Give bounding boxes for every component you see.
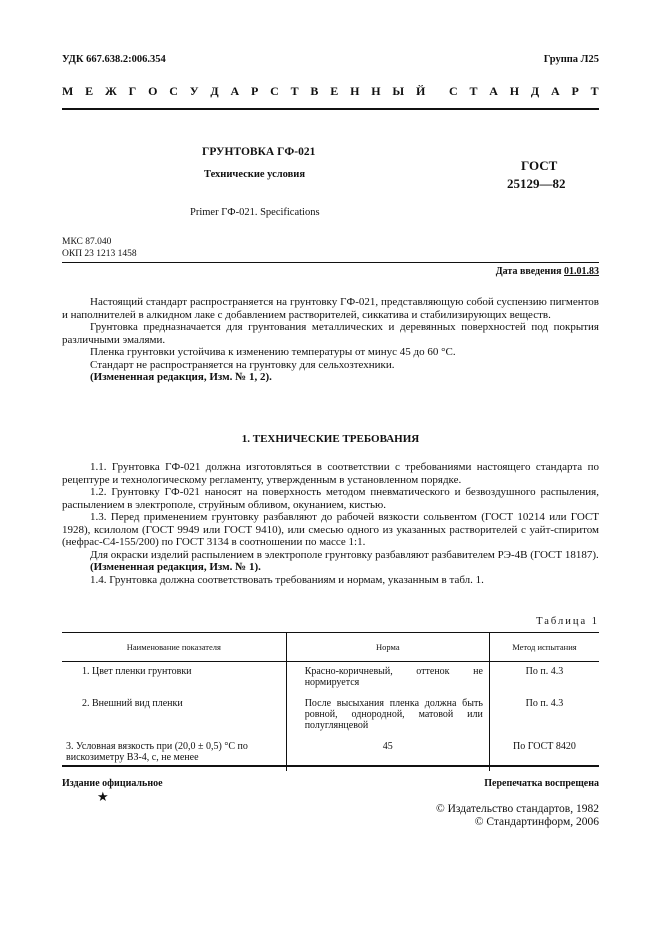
- intro-date-value: 01.01.83: [564, 266, 599, 277]
- udk-code: УДК 667.638.2:006.354: [62, 54, 166, 65]
- heading-letter: А: [489, 84, 498, 98]
- section-paragraph: 1.4. Грунтовка должна соответствовать требованиям и нормам, указанным в табл. 1.: [90, 573, 484, 586]
- section-paragraph: 1.1. Грунтовка ГФ-021 должна изготовляться в соответствии с требованиями настоящего стандарта по рецептуре и технологическому регламенту, утвержденным в установленном порядке.: [62, 461, 599, 486]
- document-title: ГРУНТОВКА ГФ-021: [202, 146, 316, 158]
- heading-letter: Е: [330, 84, 339, 98]
- heading-letter: Н: [350, 84, 360, 98]
- section-paragraph: Для окраски изделий распылением в электрополе грунтовку разбавляют разбавителем РЭ-4В (ГОСТ 18187).: [90, 548, 599, 561]
- intro-paragraph: Настоящий стандарт распространяется на грунтовку ГФ-021, представляющую собой суспензию пигментов и наполнителей в алкидном лаке с добавлением растворителей, сиккатива и стабилизирующих веществ.: [62, 296, 599, 321]
- section1-block: [62, 461, 599, 586]
- intro-date: [496, 266, 599, 277]
- footer-rule: [62, 765, 599, 767]
- table-cell: После высыхания пленка должна быть ровной, однородной, матовой или полуглянцевой: [286, 694, 489, 737]
- heading-letter: С: [448, 84, 458, 98]
- okp-code: ОКП 23 1213 1458: [62, 249, 137, 259]
- copyright-block: [436, 803, 599, 828]
- group-code: Группа Л25: [543, 54, 599, 65]
- intro-paragraph: Грунтовка предназначается для грунтования металлических и деревянных поверхностей под покрытия различными эмалями.: [62, 321, 599, 346]
- table-header-cell: Наименование показателя: [62, 633, 286, 662]
- heading-letter: Д: [530, 84, 540, 98]
- document-subtitle: Технические условия: [204, 169, 306, 180]
- heading-letter: Т: [469, 84, 478, 98]
- table-cell: По п. 4.3: [525, 698, 564, 709]
- heading-letter: А: [550, 84, 560, 98]
- heading-letter: Р: [250, 84, 259, 98]
- reprint-notice: Перепечатка воспрещена: [484, 778, 599, 789]
- mks-code: МКС 87.040: [62, 237, 112, 247]
- heading-letter: Ы: [392, 84, 405, 98]
- heading-letter: Г: [128, 84, 137, 98]
- heading-letter: М: [62, 84, 74, 98]
- heading-letter: С: [169, 84, 178, 98]
- heading-letter: Н: [509, 84, 520, 98]
- table-cell: 45: [286, 737, 489, 771]
- section-heading: 1. ТЕХНИЧЕСКИЕ ТРЕБОВАНИЯ: [241, 433, 420, 445]
- header-rule: [62, 108, 599, 110]
- table-header-row: [62, 633, 599, 662]
- intro-block: [62, 296, 599, 384]
- table-cell: Красно-коричневый, оттенок не нормируется: [286, 662, 489, 695]
- table-header-cell: Метод испытания: [489, 633, 599, 662]
- section-paragraph: 1.2. Грунтовку ГФ-021 наносят на поверхность методом пневматического и безвоздушного распыления, распылением в электрополе, струйным обливом, окунанием, кистью.: [62, 486, 599, 511]
- table-cell: По п. 4.3: [525, 666, 564, 677]
- table-cell: 3. Условная вязкость при (20,0 ± 0,5) °С по вискозиметру ВЗ-4, с, не менее: [66, 741, 248, 763]
- table-cell: По ГОСТ 8420: [513, 741, 576, 752]
- intro-revision: (Измененная редакция, Изм. № 1, 2).: [90, 371, 272, 383]
- standard-type-heading: [62, 84, 599, 99]
- english-title: Primer ГФ-021. Specifications: [190, 207, 320, 218]
- table-header-cell: Норма: [286, 633, 489, 662]
- gost-label: ГОСТ: [521, 158, 558, 173]
- classification-codes: [62, 236, 137, 260]
- heading-letter: У: [189, 84, 199, 98]
- codes-rule: [62, 262, 599, 263]
- section-revision: (Измененная редакция, Изм. № 1).: [90, 561, 261, 573]
- intro-paragraph: Пленка грунтовки устойчива к изменению температуры от минус 45 до 60 °С.: [90, 346, 456, 358]
- copyright-line: © Издательство стандартов, 1982: [435, 803, 599, 815]
- star-icon: ★: [97, 789, 109, 804]
- intro-paragraph: Стандарт не распространяется на грунтовку для сельхозтехники.: [90, 358, 395, 371]
- copyright-line: © Стандартинформ, 2006: [474, 815, 599, 828]
- heading-letter: Е: [85, 84, 94, 98]
- table-cell: 2. Внешний вид пленки: [82, 698, 183, 709]
- heading-letter: Ж: [104, 84, 117, 98]
- heading-letter: О: [148, 84, 158, 98]
- heading-letter: В: [310, 84, 319, 98]
- heading-letter: А: [230, 84, 240, 98]
- official-edition: Издание официальное: [62, 778, 163, 789]
- heading-letter: Т: [290, 84, 299, 98]
- heading-letter: Д: [210, 84, 219, 98]
- heading-letter: Т: [590, 84, 599, 98]
- table-cell: 1. Цвет пленки грунтовки: [82, 666, 192, 677]
- gost-number: 25129—82: [507, 176, 566, 191]
- table-caption: Таблица 1: [536, 616, 599, 627]
- heading-letter: С: [270, 84, 279, 98]
- intro-date-label: Дата введения: [495, 266, 564, 277]
- heading-letter: Н: [371, 84, 381, 98]
- heading-letter: Й: [415, 84, 426, 98]
- requirements-table: [62, 632, 599, 771]
- table-row: [62, 662, 599, 695]
- table-row: [62, 694, 599, 737]
- heading-letter: Р: [571, 84, 579, 98]
- section-paragraph: 1.3. Перед применением грунтовку разбавляют до рабочей вязкости сольвентом (ГОСТ 10214 или ГОСТ 1928), ксилолом (ГОСТ 9949 или ГОСТ 9410), или смесью одного из указанных растворителей с уайт-спиритом (нефрас-С4-155/200) по ГОСТ 3134 в соотношении по массе 1:1.: [62, 511, 599, 548]
